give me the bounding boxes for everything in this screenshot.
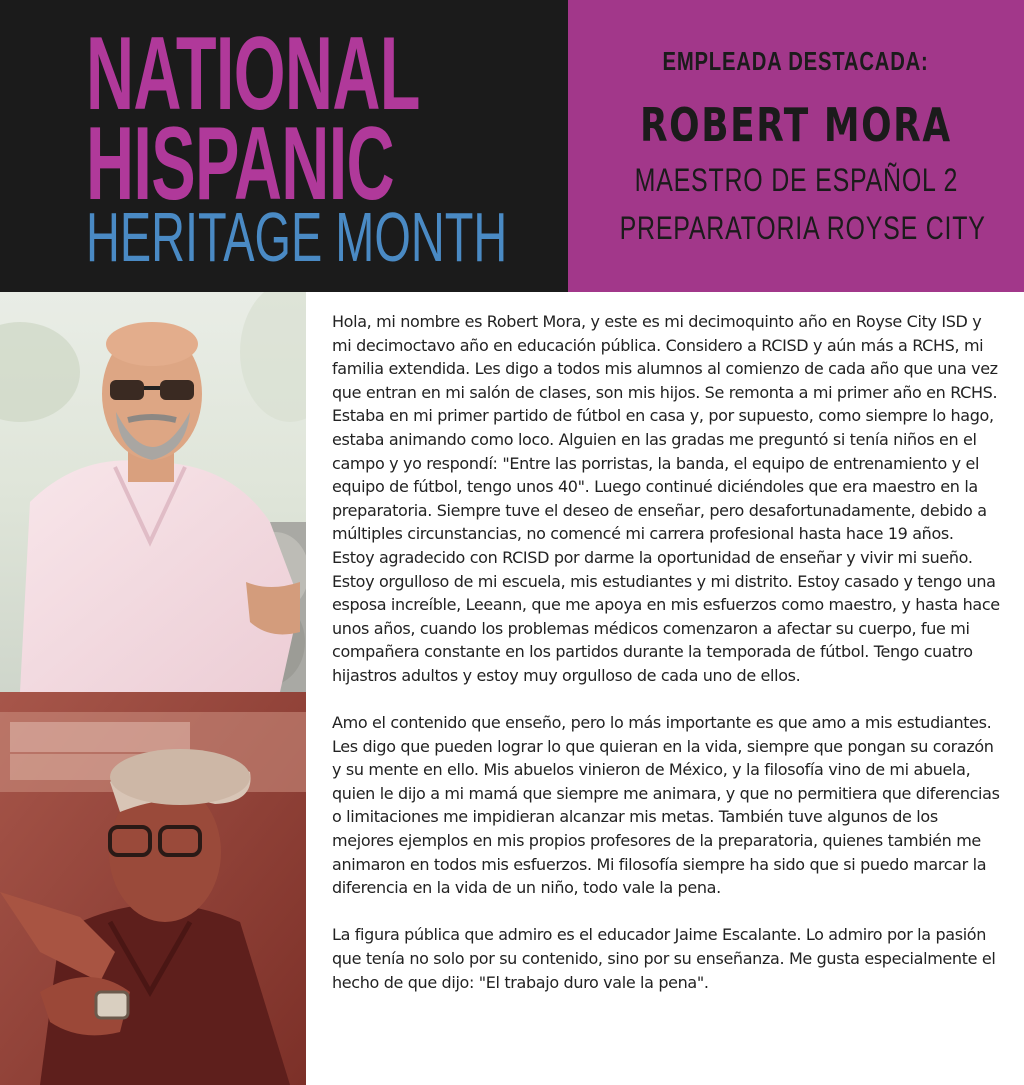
portrait-photo-bottom — [0, 692, 306, 1085]
header-title-panel — [0, 0, 568, 292]
title-heritage-month: HERITAGE MONTH — [86, 198, 508, 276]
featured-school — [568, 210, 1024, 247]
photo-jaime-escalante — [0, 692, 306, 1085]
article-paragraph: La figura pública que admiro es el educador Jaime Escalante. Lo admiro por la pasión que tenía no solo por su contenido, sino por su enseñanza. Me gusta especialmente el hecho de que dijo: "El trabajo duro vale la pena". — [332, 925, 996, 992]
title-hispanic: HISPANIC — [86, 106, 394, 222]
portrait-photo-top — [0, 292, 306, 692]
featured-role-text: MAESTRO DE ESPAÑOL 2 — [634, 162, 958, 198]
featured-name — [568, 98, 1024, 152]
photo-robert-mora — [0, 292, 306, 692]
article-paragraph: Hola, mi nombre es Robert Mora, y este es mi decimoquinto año en Royse City ISD y mi decimoctavo año en educación pública. Considero a RCISD y aún más a RCHS, mi familia extendida. Les digo a todos mis alumnos al comienzo de cada año que una vez que entran en mi salón de clases, son mis hijos. Se remonta a mi primer año en RCHS. Estaba en mi primer partido de fútbol en casa y, por supuesto, como siempre lo hago, estaba animando como loco. Alguien en las gradas me preguntó si tenía niños en el campo y yo respondí: "Entre las porristas, la banda, el equipo de entrenamiento y el equipo de fútbol, tengo unos 40". Luego continué diciéndoles que era maestro en la preparatoria. Siempre tuve el deseo de enseñar, pero desafortunadamente, debido a múltiples circunstancias, no comencé mi carrera profesional hasta hace 19 años. Estoy agradecido con RCISD por darme la oportunidad de enseñar y vivir mi sueño. Estoy orgulloso de mi escuela, mis estudiantes y mi distrito. Estoy casado y tengo una esposa increíble, Leeann, que me apoya en mis esfuerzos como maestro, y hasta hace unos años, cuando los problemas médicos comenzaron a afectar su cuerpo, fue mi compañera constante en los partidos durante la temporada de fútbol. Tengo cuatro hijastros adultos y estoy muy orgulloso de cada uno de ellos. — [332, 312, 1000, 685]
featured-label-text: EMPLEADA DESTACADA: — [662, 46, 930, 76]
article-body — [332, 310, 1000, 1018]
featured-school-text: PREPARATORIA ROYSE CITY — [619, 210, 986, 246]
featured-label — [568, 46, 1024, 77]
featured-role — [568, 162, 1024, 199]
title-national: NATIONAL — [86, 16, 420, 132]
article-paragraph: Amo el contenido que enseño, pero lo más importante es que amo a mis estudiantes. Les digo que pueden lograr lo que quieran en la vida, siempre que pongan su corazón y su mente en ello. Mis abuelos vinieron de México, y la filosofía vino de mi abuela, quien le dijo a mi mamá que siempre me animara, y que no permitiera que diferencias o limitaciones me impidieran alcanzar mis metas. También tuve algunos de los mejores ejemplos en mis propios profesores de la preparatoria, quienes también me animaron en todos mis esfuerzos. Mi filosofía siempre ha sido que si puedo marcar la diferencia en la vida de un niño, todo vale la pena. — [332, 713, 1000, 898]
featured-name-text: ROBERT MORA — [640, 98, 952, 152]
